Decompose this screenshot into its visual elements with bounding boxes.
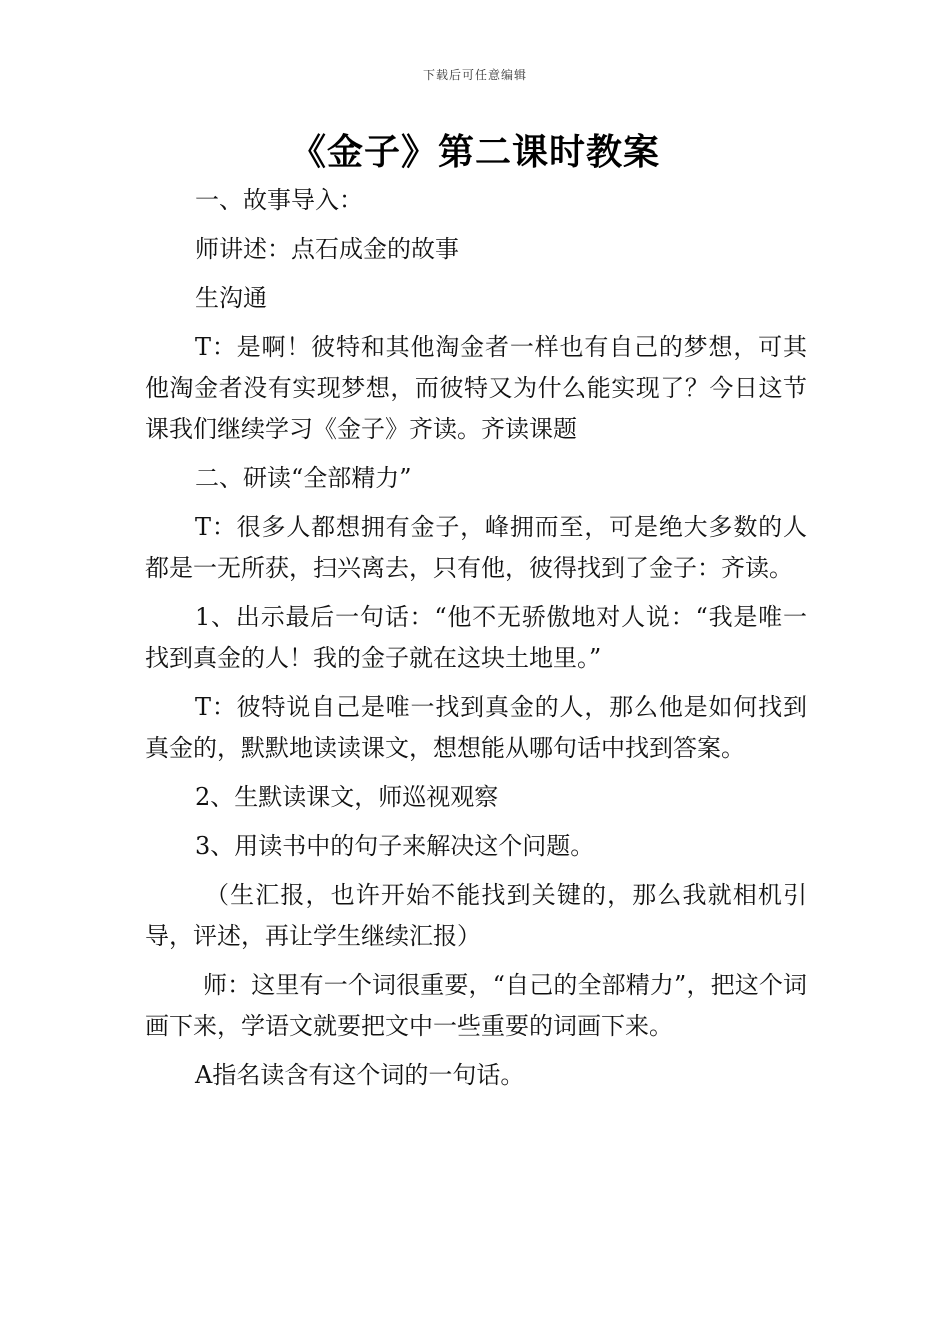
header-note: 下载后可任意编辑 (422, 68, 527, 82)
paragraph: T：是啊！彼特和其他淘金者一样也有自己的梦想，可其他淘金者没有实现梦想，而彼特又为什么能实现了？今日这节课我们继续学习《金子》齐读。齐读课题 (145, 333, 807, 443)
document-title: 《金子》第二课时教案 (289, 132, 660, 173)
document-body (145, 180, 807, 1104)
paragraph: 一、故事导入： (195, 186, 363, 214)
paragraph: T：彼特说自己是唯一找到真金的人，那么他是如何找到真金的，默默地读读课文，想想能从哪句话中找到答案。 (145, 693, 807, 762)
paragraph: 3、用读书中的句子来解决这个问题。 (195, 832, 595, 860)
paragraph: 二、研读“全部精力” (195, 464, 412, 492)
paragraph: 师：这里有一个词很重要，“自己的全部精力”，把这个词画下来，学语文就要把文中一些重要的词画下来。 (145, 971, 807, 1040)
paragraph: 2、生默读课文，师巡视观察 (195, 783, 499, 811)
paragraph: 生沟通 (195, 284, 267, 312)
paragraph: 师讲述：点石成金的故事 (195, 235, 459, 263)
paragraph: A指名读含有这个词的一句话。 (195, 1061, 525, 1089)
paragraph: （生汇报，也许开始不能找到关键的，那么我就相机引导，评述，再让学生继续汇报） (145, 881, 807, 950)
paragraph: 1、出示最后一句话：“他不无骄傲地对人说：“我是唯一找到真金的人！我的金子就在这块土地里。” (145, 603, 807, 672)
paragraph: T：很多人都想拥有金子，峰拥而至，可是绝大多数的人都是一无所获，扫兴离去，只有他，彼得找到了金子：齐读。 (145, 513, 807, 582)
